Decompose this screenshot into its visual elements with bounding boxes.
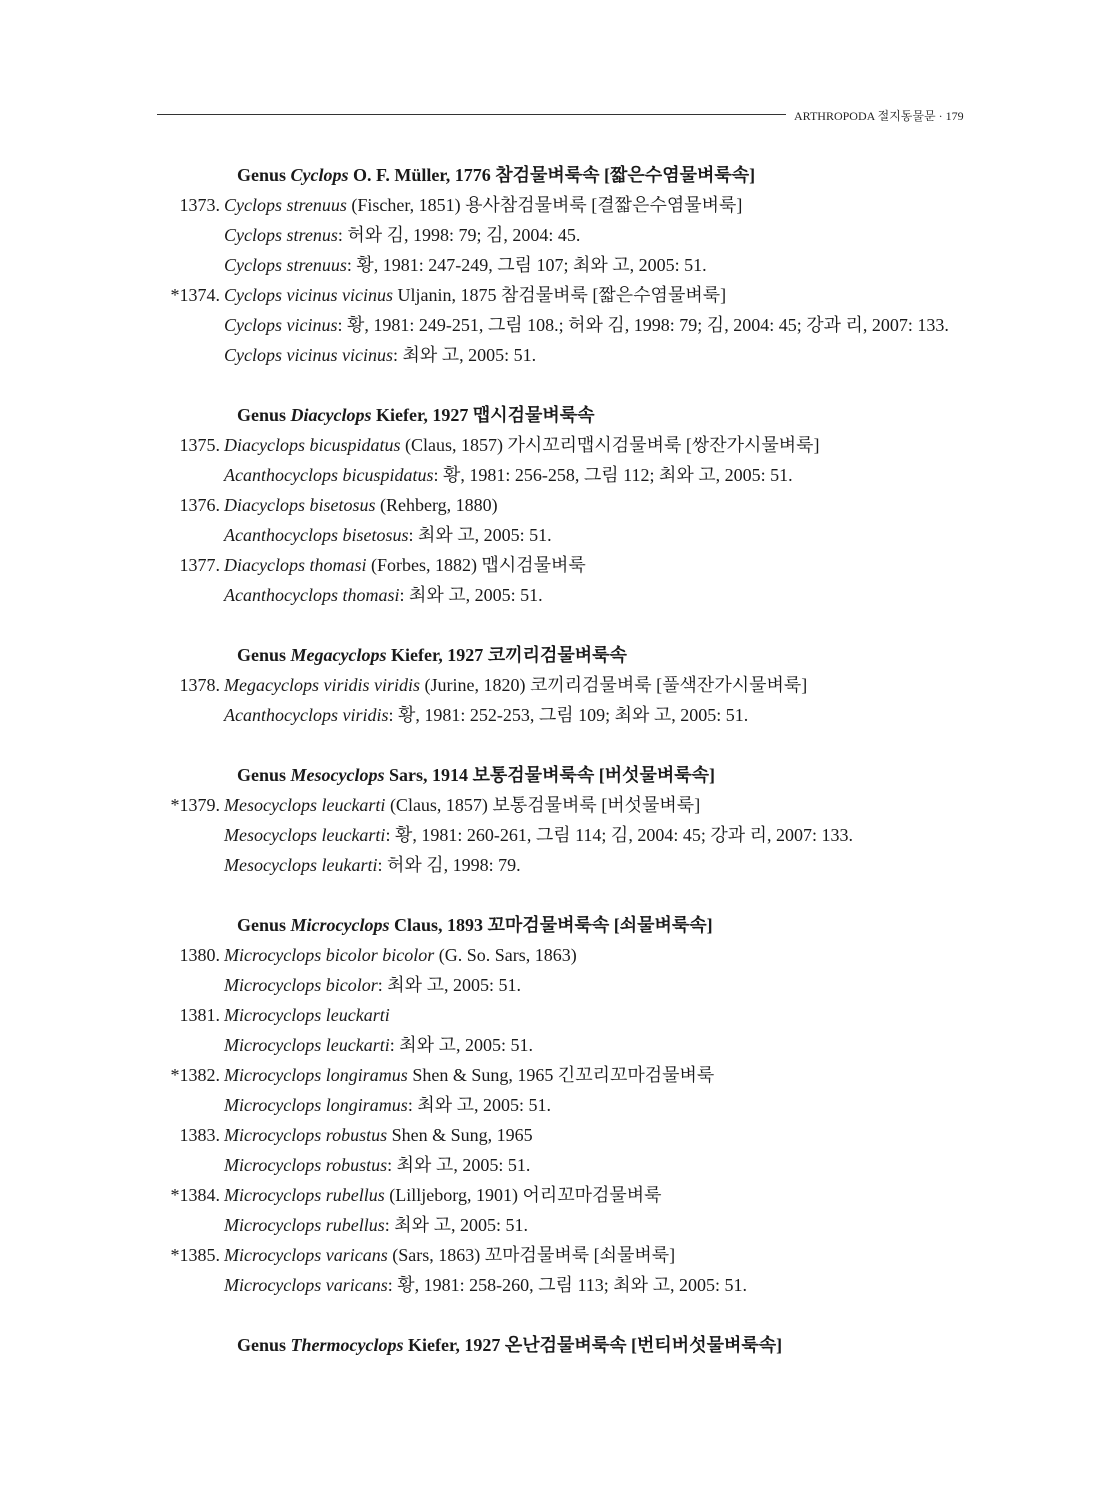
citation-name: Cyclops strenuus (224, 255, 347, 275)
species-text (224, 280, 726, 310)
entry-number: 1377. (179, 555, 220, 575)
species-name: Diacyclops thomasi (224, 555, 367, 575)
citation (0, 310, 1100, 340)
species-authority: (Lilljeborg, 1901) 어리꼬마검물벼룩 (389, 1185, 662, 1205)
genus-label: Genus (237, 915, 287, 935)
entry-number: *1374. (170, 285, 220, 305)
genus-label: Genus (237, 645, 287, 665)
citation-refs: : 허와 김, 1998: 79. (377, 855, 521, 875)
entry-number: *1385. (170, 1245, 220, 1265)
species-name: Megacyclops viridis viridis (224, 675, 420, 695)
citation (0, 1150, 1100, 1180)
genus-name: Thermocyclops (290, 1335, 404, 1355)
entry-number: 1381. (179, 1005, 220, 1025)
species-authority: Shen & Sung, 1965 (391, 1125, 533, 1145)
citation-name: Acanthocyclops bisetosus (224, 525, 409, 545)
species-entry (0, 1180, 1100, 1210)
species-text (224, 550, 586, 580)
citation-name: Microcyclops leuckarti (224, 1035, 390, 1055)
species-name: Diacyclops bisetosus (224, 495, 376, 515)
species-entry (0, 280, 1100, 310)
section-gap (0, 610, 1100, 640)
entry-number: 1378. (179, 675, 220, 695)
running-head: ARTHROPODA 절지동물문 · 179 (794, 109, 964, 123)
genus-heading (0, 910, 1100, 940)
citation-name: Acanthocyclops viridis (224, 705, 389, 725)
citation-refs: : 허와 김, 1998: 79; 김, 2004: 45. (337, 225, 581, 245)
citation-refs: : 황, 1981: 252-253, 그림 109; 최와 고, 2005: 51. (388, 705, 749, 725)
citation-name: Cyclops vicinus vicinus (224, 345, 393, 365)
species-entry (0, 1240, 1100, 1270)
genus-label: Genus (237, 165, 287, 185)
header-rule (157, 114, 786, 115)
genus-authority: Kiefer, 1927 맵시검물벼룩속 (376, 405, 595, 425)
entry-number: 1383. (179, 1125, 220, 1145)
citation (0, 700, 1100, 730)
citation-refs: : 최와 고, 2005: 51. (387, 1155, 531, 1175)
genus-label: Genus (237, 765, 287, 785)
citation (0, 1210, 1100, 1240)
citation-name: Cyclops vicinus (224, 315, 338, 335)
citation-name: Microcyclops varicans (224, 1275, 388, 1295)
species-name: Microcyclops leuckarti (224, 1005, 390, 1025)
citation (0, 1030, 1100, 1060)
citation-name: Microcyclops rubellus (224, 1215, 385, 1235)
citation-refs: : 황, 1981: 258-260, 그림 113; 최와 고, 2005: 51. (387, 1275, 747, 1295)
genus-name: Mesocyclops (290, 765, 385, 785)
entry-number: *1379. (170, 795, 220, 815)
species-entry (0, 1120, 1100, 1150)
genus-heading (0, 1330, 1100, 1360)
genus-authority: Kiefer, 1927 온난검물벼룩속 [번티버섯물벼룩속] (408, 1335, 783, 1355)
species-text (224, 490, 498, 520)
section-gap (0, 880, 1100, 910)
species-name: Microcyclops robustus (224, 1125, 388, 1145)
species-authority: (Fischer, 1851) 용사참검물벼룩 [결짧은수염물벼룩] (351, 195, 743, 215)
citation-name: Acanthocyclops thomasi (224, 585, 400, 605)
genus-authority: Claus, 1893 꼬마검물벼룩속 [쇠물벼룩속] (394, 915, 713, 935)
citation-refs: : 황, 1981: 260-261, 그림 114; 김, 2004: 45; 강과 리, 2007: 133. (385, 825, 853, 845)
genus-name: Diacyclops (290, 405, 372, 425)
section-gap (0, 370, 1100, 400)
citation-name: Mesocyclops leukarti (224, 855, 378, 875)
citation (0, 820, 1100, 850)
citation-name: Microcyclops robustus (224, 1155, 388, 1175)
species-authority: (Claus, 1857) 가시꼬리맵시검물벼룩 [쌍잔가시물벼룩] (404, 435, 820, 455)
species-name: Microcyclops bicolor bicolor (224, 945, 435, 965)
species-authority: (Sars, 1863) 꼬마검물벼룩 [쇠물벼룩] (392, 1245, 676, 1265)
citation-refs: : 최와 고, 2005: 51. (384, 1215, 528, 1235)
citation (0, 1090, 1100, 1120)
genus-authority: O. F. Müller, 1776 참검물벼룩속 [짧은수염물벼룩속] (353, 165, 756, 185)
species-name: Cyclops strenuus (224, 195, 347, 215)
species-authority: (Forbes, 1882) 맵시검물벼룩 (370, 555, 586, 575)
citation-refs: : 황, 1981: 256-258, 그림 112; 최와 고, 2005: 51. (433, 465, 793, 485)
species-text (224, 1240, 675, 1270)
entry-number: 1376. (179, 495, 220, 515)
species-entry (0, 1000, 1100, 1030)
genus-heading (0, 160, 1100, 190)
species-text (224, 790, 700, 820)
species-entry (0, 670, 1100, 700)
citation-refs: : 최와 고, 2005: 51. (377, 975, 521, 995)
citation-refs: : 최와 고, 2005: 51. (389, 1035, 533, 1055)
citation (0, 340, 1100, 370)
species-text (224, 940, 577, 970)
genus-label: Genus (237, 405, 287, 425)
genus-name: Megacyclops (290, 645, 387, 665)
citation-name: Acanthocyclops bicuspidatus (224, 465, 434, 485)
species-authority: (Rehberg, 1880) (379, 495, 498, 515)
species-entry (0, 790, 1100, 820)
citation (0, 580, 1100, 610)
entry-number: 1373. (179, 195, 220, 215)
citation-refs: : 최와 고, 2005: 51. (407, 1095, 551, 1115)
citation-refs: : 최와 고, 2005: 51. (399, 585, 543, 605)
section-gap (0, 1300, 1100, 1330)
species-authority: Uljanin, 1875 참검물벼룩 [짧은수염물벼룩] (397, 285, 727, 305)
species-name: Diacyclops bicuspidatus (224, 435, 401, 455)
genus-label: Genus (237, 1335, 287, 1355)
citation (0, 220, 1100, 250)
citation-name: Microcyclops bicolor (224, 975, 378, 995)
species-entry (0, 190, 1100, 220)
species-name: Mesocyclops leuckarti (224, 795, 386, 815)
page-content (0, 160, 1100, 1360)
entry-number: 1375. (179, 435, 220, 455)
species-text (224, 670, 807, 700)
citation-refs: : 황, 1981: 247-249, 그림 107; 최와 고, 2005: 51. (346, 255, 707, 275)
citation (0, 850, 1100, 880)
species-text (224, 1060, 714, 1090)
species-name: Microcyclops longiramus (224, 1065, 408, 1085)
citation (0, 520, 1100, 550)
species-authority: (G. So. Sars, 1863) (438, 945, 577, 965)
genus-heading (0, 640, 1100, 670)
citation-name: Mesocyclops leuckarti (224, 825, 386, 845)
species-name: Microcyclops rubellus (224, 1185, 385, 1205)
species-authority: (Claus, 1857) 보통검물벼룩 [버섯물벼룩] (389, 795, 701, 815)
genus-heading (0, 760, 1100, 790)
citation (0, 250, 1100, 280)
citation-refs: : 최와 고, 2005: 51. (408, 525, 552, 545)
citation-name: Cyclops strenus (224, 225, 338, 245)
genus-authority: Kiefer, 1927 코끼리검물벼룩속 (391, 645, 627, 665)
entry-number: *1384. (170, 1185, 220, 1205)
entry-number: 1380. (179, 945, 220, 965)
citation (0, 970, 1100, 1000)
species-entry (0, 490, 1100, 520)
species-authority: (Jurine, 1820) 코끼리검물벼룩 [풀색잔가시물벼룩] (424, 675, 808, 695)
species-text (224, 1000, 390, 1030)
species-text (224, 1120, 533, 1150)
entry-number: *1382. (170, 1065, 220, 1085)
species-text (224, 430, 820, 460)
citation (0, 460, 1100, 490)
species-entry (0, 430, 1100, 460)
citation-refs: : 최와 고, 2005: 51. (392, 345, 537, 365)
species-entry (0, 550, 1100, 580)
genus-authority: Sars, 1914 보통검물벼룩속 [버섯물벼룩속] (389, 765, 716, 785)
species-authority: Shen & Sung, 1965 긴꼬리꼬마검물벼룩 (412, 1065, 715, 1085)
species-text (224, 1180, 662, 1210)
section-gap (0, 730, 1100, 760)
citation (0, 1270, 1100, 1300)
genus-name: Cyclops (290, 165, 349, 185)
citation-refs: : 황, 1981: 249-251, 그림 108.; 허와 김, 1998: 79; 김, 2004: 45; 강과 리, 2007: 133. (337, 315, 949, 335)
genus-heading (0, 400, 1100, 430)
genus-name: Microcyclops (290, 915, 390, 935)
species-name: Cyclops vicinus vicinus (224, 285, 393, 305)
species-text (224, 190, 742, 220)
species-entry (0, 940, 1100, 970)
citation-name: Microcyclops longiramus (224, 1095, 408, 1115)
species-entry (0, 1060, 1100, 1090)
species-name: Microcyclops varicans (224, 1245, 388, 1265)
